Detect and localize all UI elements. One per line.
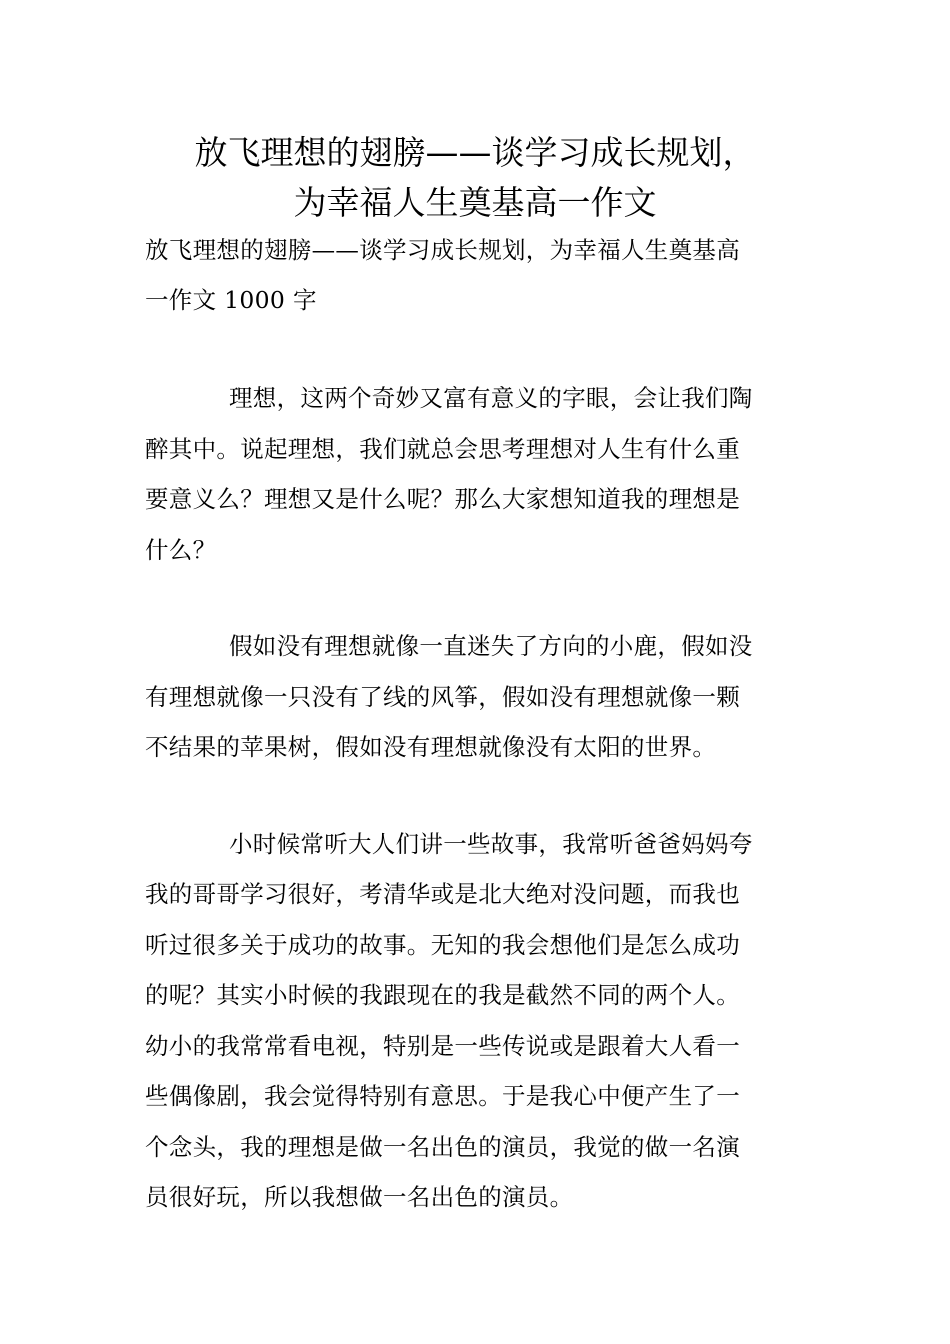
paragraph-3-line-3: 听过很多关于成功的故事。无知的我会想他们是怎么成功: [145, 931, 740, 959]
paragraph-3-line-6: 些偶像剧，我会觉得特别有意思。于是我心中便产生了一: [145, 1082, 740, 1110]
paragraph-3-line-7: 个念头，我的理想是做一名出色的演员，我觉的做一名演: [145, 1133, 740, 1161]
paragraph-2-line-1: 假如没有理想就像一直迷失了方向的小鹿，假如没: [229, 632, 753, 660]
document-title-line-2: 为幸福人生奠基高一作文: [293, 183, 657, 222]
paragraph-2-line-3: 不结果的苹果树，假如没有理想就像没有太阳的世界。: [145, 733, 717, 761]
paragraph-2-line-2: 有理想就像一只没有了线的风筝，假如没有理想就像一颗: [145, 683, 740, 711]
document-title-line-1: 放飞理想的翅膀——谈学习成长规划，: [194, 133, 756, 172]
paragraph-3-line-1: 小时候常听大人们讲一些故事，我常听爸爸妈妈夸: [229, 830, 753, 858]
paragraph-3-line-2: 我的哥哥学习很好，考清华或是北大绝对没问题，而我也: [145, 880, 740, 908]
paragraph-1-line-4: 什么？: [145, 536, 217, 564]
subtitle-line-1: 放飞理想的翅膀——谈学习成长规划，为幸福人生奠基高: [145, 236, 740, 264]
subtitle-line-2: 一作文 1000 字: [145, 286, 317, 314]
paragraph-1-line-3: 要意义么？理想又是什么呢？那么大家想知道我的理想是: [145, 485, 740, 513]
paragraph-1-line-2: 醉其中。说起理想，我们就总会思考理想对人生有什么重: [145, 435, 740, 463]
paragraph-3-line-8: 员很好玩，所以我想做一名出色的演员。: [145, 1183, 574, 1211]
paragraph-3-line-4: 的呢？其实小时候的我跟现在的我是截然不同的两个人。: [145, 981, 740, 1009]
paragraph-1-line-1: 理想，这两个奇妙又富有意义的字眼，会让我们陶: [229, 384, 753, 412]
paragraph-3-line-5: 幼小的我常常看电视，特别是一些传说或是跟着大人看一: [145, 1032, 740, 1060]
